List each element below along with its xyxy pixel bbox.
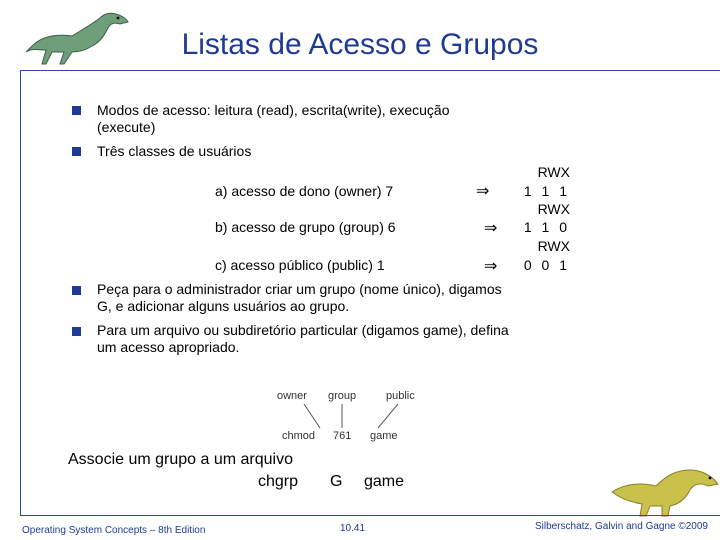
page-title: Listas de Acesso e Grupos xyxy=(181,28,539,61)
title-divider xyxy=(20,70,720,71)
bullet-marker xyxy=(72,286,81,295)
bullet-text: um acesso apropriado. xyxy=(97,339,240,355)
footer-book-title: Operating System Concepts – 8th Edition xyxy=(22,525,206,536)
diagram-owner-label: owner xyxy=(277,390,307,402)
footer-page-number: 10.41 xyxy=(340,523,366,534)
dinosaur-icon-bottom xyxy=(610,462,720,517)
footer-divider xyxy=(20,515,720,516)
chgrp-command: chgrp xyxy=(258,473,299,490)
bullet-marker xyxy=(72,106,81,115)
public-bits: 0 0 1 xyxy=(523,257,570,273)
rwx-label: RWX xyxy=(537,164,570,180)
bullet-text: Modos de acesso: leitura (read), escrita(write), execução xyxy=(97,102,450,118)
chgrp-group: G xyxy=(330,473,343,490)
left-divider xyxy=(20,70,21,515)
title-area xyxy=(0,0,720,70)
bullet-text: Para um arquivo ou subdiretório particular (digamos game), defina xyxy=(97,322,509,338)
footer-authors: Silberschatz, Galvin and Gagne ©2009 xyxy=(534,521,708,532)
bullet-text: Três classes de usuários xyxy=(97,143,252,159)
owner-access: a) acesso de dono (owner) 7 xyxy=(215,183,394,199)
chmod-command: chmod xyxy=(282,430,316,442)
associate-heading: Associe um grupo a um arquivo xyxy=(68,451,293,468)
public-access: c) acesso público (public) 1 xyxy=(215,257,385,273)
rwx-label: RWX xyxy=(537,201,570,217)
chgrp-file: game xyxy=(364,473,405,490)
diagram-public-label: public xyxy=(386,390,415,402)
rwx-label: RWX xyxy=(537,238,570,254)
owner-bits: 1 1 1 xyxy=(523,183,570,199)
group-bits: 1 1 0 xyxy=(523,219,570,235)
implies-arrow: ⇒ xyxy=(476,183,490,200)
implies-arrow: ⇒ xyxy=(484,258,498,275)
diagram-connectors xyxy=(280,402,420,432)
diagram-group-label: group xyxy=(328,390,357,402)
bullet-text: Peça para o administrador criar um grupo (nome único), digamos xyxy=(97,281,502,297)
chmod-file: game xyxy=(370,430,398,442)
bullet-text: (execute) xyxy=(97,119,156,135)
bullet-marker xyxy=(72,327,81,336)
bullet-text: G, e adicionar alguns usuários ao grupo. xyxy=(97,298,350,314)
chmod-value: 761 xyxy=(333,430,352,442)
implies-arrow: ⇒ xyxy=(484,220,498,237)
bullet-marker xyxy=(72,147,81,156)
group-access: b) acesso de grupo (group) 6 xyxy=(215,219,396,235)
